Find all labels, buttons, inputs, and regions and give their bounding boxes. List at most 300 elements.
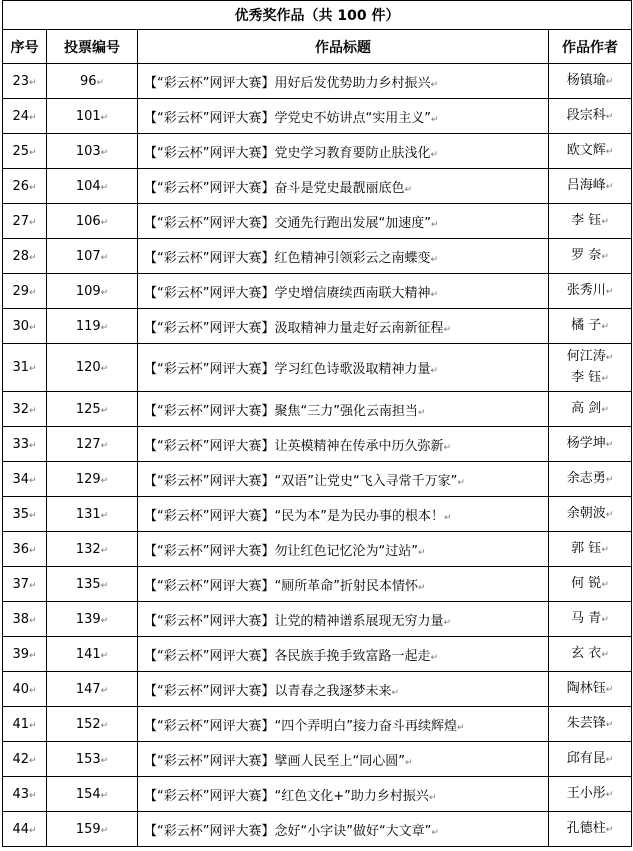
paragraph-mark-icon: ↵ [605, 352, 614, 363]
cell-seq-text: 27 [12, 213, 29, 229]
cell-seq-text: 23 [12, 73, 29, 89]
paragraph-mark-icon: ↵ [100, 147, 109, 158]
author-name-text: 陶林钰 [566, 680, 606, 696]
paragraph-mark-icon: ↵ [29, 217, 37, 228]
paragraph-mark-icon: ↵ [100, 790, 109, 801]
paragraph-mark-icon: ↵ [29, 147, 37, 158]
paragraph-mark-icon: ↵ [601, 216, 609, 227]
author-name [549, 714, 631, 735]
cell-seq [3, 64, 47, 99]
author-name-text: 张秀川 [566, 282, 606, 298]
cell-work-title-text: 【“彩云杯”网评大赛】让英模精神在传承中历久弥新 [144, 438, 444, 454]
table-row [3, 532, 632, 567]
cell-work-title-text: 【“彩云杯”网评大赛】勿让红色记忆沦为“过站” [144, 543, 418, 559]
cell-vote-number-text: 147 [75, 681, 101, 697]
author-name [549, 316, 631, 337]
cell-author [549, 99, 632, 134]
header-seq: 序号 [3, 30, 47, 64]
author-name-text: 何江涛 [566, 348, 606, 364]
paragraph-mark-icon: ↵ [29, 685, 37, 696]
paragraph-mark-icon: ↵ [605, 719, 614, 730]
cell-seq-text: 26 [12, 178, 29, 194]
cell-vote-number-text: 107 [75, 248, 101, 264]
paragraph-mark-icon: ↵ [29, 580, 37, 591]
table-row [3, 309, 632, 344]
paragraph-mark-icon: ↵ [100, 720, 109, 731]
paragraph-mark-icon: ↵ [456, 722, 465, 733]
cell-work-title-text: 【“彩云杯”网评大赛】红色精神引领彩云之南蝶变 [144, 250, 431, 266]
cell-vote-number [47, 239, 138, 274]
cell-seq [3, 532, 47, 567]
cell-seq-text: 37 [12, 576, 29, 592]
cell-seq-text: 39 [12, 646, 29, 662]
cell-seq-text: 35 [12, 506, 29, 522]
author-name [549, 368, 631, 389]
author-name [549, 574, 631, 595]
paragraph-mark-icon: ↵ [100, 580, 109, 591]
cell-vote-number [47, 169, 138, 204]
header-vote-number: 投票编号 [47, 30, 138, 64]
cell-seq [3, 637, 47, 672]
cell-work-title [138, 497, 549, 532]
paragraph-mark-icon: ↵ [100, 322, 109, 333]
table-row [3, 392, 632, 427]
author-name [549, 749, 631, 770]
author-name-text: 孔德柱 [566, 820, 606, 836]
cell-seq [3, 274, 47, 309]
paragraph-mark-icon: ↵ [100, 755, 109, 766]
table-row [3, 707, 632, 742]
cell-work-title-text: 【“彩云杯”网评大赛】学党史不妨讲点“实用主义” [144, 110, 431, 126]
author-name [549, 399, 631, 420]
author-name [549, 347, 631, 368]
paragraph-mark-icon: ↵ [601, 649, 609, 660]
cell-vote-number-text: 153 [75, 751, 101, 767]
cell-work-title [138, 812, 549, 847]
table-row [3, 274, 632, 309]
paragraph-mark-icon: ↵ [100, 475, 109, 486]
paragraph-mark-icon: ↵ [100, 405, 109, 416]
cell-vote-number-text: 119 [75, 318, 101, 334]
cell-vote-number-text: 152 [75, 716, 101, 732]
author-name-text: 李 钰 [571, 369, 602, 385]
table-row [3, 742, 632, 777]
cell-seq [3, 602, 47, 637]
cell-author [549, 462, 632, 497]
cell-vote-number [47, 204, 138, 239]
cell-seq-text: 29 [12, 283, 29, 299]
cell-vote-number [47, 777, 138, 812]
paragraph-mark-icon: ↵ [100, 252, 109, 263]
author-name-text: 何 锐 [571, 575, 602, 591]
paragraph-mark-icon: ↵ [29, 182, 37, 193]
author-name-text: 橘 子 [571, 317, 602, 333]
paragraph-mark-icon: ↵ [96, 77, 105, 88]
paragraph-mark-icon: ↵ [100, 440, 109, 451]
cell-vote-number-text: 154 [75, 786, 101, 802]
cell-author [549, 497, 632, 532]
author-name-text: 马 青 [571, 610, 602, 626]
cell-work-title [138, 427, 549, 462]
paragraph-mark-icon: ↵ [100, 825, 109, 836]
author-name [549, 281, 631, 302]
cell-seq-text: 34 [12, 471, 29, 487]
table-title: 优秀奖作品（共 100 件） [3, 1, 632, 30]
paragraph-mark-icon: ↵ [100, 364, 109, 374]
author-name-text: 郭 钰 [571, 540, 602, 556]
author-name-text: 杨学坤 [566, 435, 606, 451]
cell-seq [3, 777, 47, 812]
cell-vote-number [47, 134, 138, 169]
cell-work-title [138, 742, 549, 777]
cell-author [549, 239, 632, 274]
author-name-text: 余朝波 [566, 505, 606, 521]
cell-author [549, 777, 632, 812]
table-row [3, 239, 632, 274]
cell-work-title [138, 239, 549, 274]
cell-vote-number [47, 532, 138, 567]
paragraph-mark-icon: ↵ [443, 512, 452, 523]
paragraph-mark-icon: ↵ [601, 373, 609, 384]
cell-work-title-text: 【“彩云杯”网评大赛】以青春之我逐梦未来 [144, 683, 392, 699]
author-name-text: 欧文辉 [566, 142, 606, 158]
paragraph-mark-icon: ↵ [404, 757, 413, 768]
paragraph-mark-icon: ↵ [605, 754, 614, 765]
cell-vote-number-text: 109 [75, 283, 101, 299]
cell-work-title [138, 309, 549, 344]
author-name-text: 杨镇瑜 [566, 72, 606, 88]
author-name [549, 609, 631, 630]
cell-seq-text: 31 [12, 360, 29, 375]
paragraph-mark-icon: ↵ [601, 251, 609, 262]
cell-author [549, 392, 632, 427]
table-row [3, 204, 632, 239]
cell-author [549, 637, 632, 672]
paragraph-mark-icon: ↵ [605, 509, 614, 520]
cell-seq-text: 33 [12, 436, 29, 452]
paragraph-mark-icon: ↵ [29, 287, 37, 298]
paragraph-mark-icon: ↵ [29, 825, 37, 836]
paragraph-mark-icon: ↵ [605, 111, 614, 122]
paragraph-mark-icon: ↵ [605, 474, 614, 485]
paragraph-mark-icon: ↵ [457, 477, 465, 488]
author-name-text: 段宗科 [566, 107, 606, 123]
cell-work-title [138, 64, 549, 99]
cell-work-title-text: 【“彩云杯”网评大赛】奋斗是党史最靓丽底色 [144, 180, 405, 196]
cell-seq [3, 344, 47, 392]
paragraph-mark-icon: ↵ [29, 650, 37, 661]
paragraph-mark-icon: ↵ [29, 322, 37, 333]
paragraph-mark-icon: ↵ [100, 287, 109, 298]
paragraph-mark-icon: ↵ [29, 364, 37, 374]
table-header-row [3, 30, 632, 64]
cell-vote-number-text: 139 [75, 611, 101, 627]
cell-seq-text: 30 [12, 318, 29, 334]
cell-seq-text: 28 [12, 248, 29, 264]
author-name [549, 469, 631, 490]
cell-work-title-text: 【“彩云杯”网评大赛】聚焦“三力”强化云南担当 [144, 403, 418, 419]
table-title-row [3, 1, 632, 30]
cell-vote-number-text: 125 [75, 401, 101, 417]
cell-work-title-text: 【“彩云杯”网评大赛】让党的精神谱系展现无穷力量 [144, 613, 444, 629]
cell-vote-number-text: 129 [75, 471, 101, 487]
author-name [549, 141, 631, 162]
paragraph-mark-icon: ↵ [601, 404, 609, 415]
paragraph-mark-icon: ↵ [100, 112, 109, 123]
paragraph-mark-icon: ↵ [29, 475, 37, 486]
cell-seq [3, 672, 47, 707]
cell-author [549, 204, 632, 239]
author-name-text: 余志勇 [566, 470, 606, 486]
paragraph-mark-icon: ↵ [100, 615, 109, 626]
cell-work-title [138, 274, 549, 309]
cell-vote-number-text: 135 [75, 576, 101, 592]
paragraph-mark-icon: ↵ [29, 440, 37, 451]
paragraph-mark-icon: ↵ [430, 149, 439, 160]
table-row [3, 672, 632, 707]
cell-work-title [138, 344, 549, 392]
cell-seq-text: 25 [12, 143, 29, 159]
author-name-text: 邱有昆 [566, 750, 606, 766]
paragraph-mark-icon: ↵ [605, 76, 614, 87]
paragraph-mark-icon: ↵ [417, 582, 426, 593]
paragraph-mark-icon: ↵ [605, 439, 614, 450]
cell-seq [3, 99, 47, 134]
paragraph-mark-icon: ↵ [29, 252, 37, 263]
paragraph-mark-icon: ↵ [29, 77, 37, 88]
header-work-title: 作品标题 [138, 30, 549, 64]
paragraph-mark-icon: ↵ [601, 614, 609, 625]
author-name [549, 784, 631, 805]
cell-seq [3, 497, 47, 532]
cell-seq [3, 309, 47, 344]
cell-seq [3, 239, 47, 274]
cell-seq [3, 707, 47, 742]
cell-author [549, 742, 632, 777]
cell-author [549, 707, 632, 742]
paragraph-mark-icon: ↵ [430, 289, 439, 300]
table-row [3, 64, 632, 99]
author-name-text: 高 剑 [571, 400, 602, 416]
cell-vote-number-text: 132 [75, 541, 101, 557]
paragraph-mark-icon: ↵ [100, 217, 109, 228]
table-row [3, 99, 632, 134]
cell-seq-text: 41 [12, 716, 29, 732]
paragraph-mark-icon: ↵ [29, 510, 37, 521]
cell-vote-number [47, 309, 138, 344]
author-name-text: 朱芸锋 [566, 715, 606, 731]
cell-work-title [138, 462, 549, 497]
cell-vote-number-text: 141 [75, 646, 101, 662]
table-row [3, 812, 632, 847]
cell-vote-number [47, 707, 138, 742]
paragraph-mark-icon: ↵ [417, 547, 426, 558]
paragraph-mark-icon: ↵ [605, 181, 614, 192]
cell-vote-number [47, 274, 138, 309]
cell-vote-number-text: 127 [75, 436, 101, 452]
cell-vote-number [47, 672, 138, 707]
paragraph-mark-icon: ↵ [430, 652, 439, 663]
author-name-text: 王小彤 [566, 785, 606, 801]
paragraph-mark-icon: ↵ [430, 366, 439, 376]
cell-work-title-text: 【“彩云杯”网评大赛】“四个弄明白”接力奋斗再续辉煌 [144, 718, 457, 734]
cell-seq-text: 42 [12, 751, 29, 767]
table-row [3, 427, 632, 462]
paragraph-mark-icon: ↵ [29, 405, 37, 416]
paragraph-mark-icon: ↵ [601, 579, 609, 590]
paragraph-mark-icon: ↵ [443, 324, 452, 335]
paragraph-mark-icon: ↵ [443, 442, 452, 453]
cell-work-title-text: 【“彩云杯”网评大赛】“民为本”是为民办事的根本！ [144, 508, 444, 524]
cell-vote-number-text: 159 [75, 821, 101, 837]
cell-vote-number [47, 344, 138, 392]
cell-author [549, 344, 632, 392]
paragraph-mark-icon: ↵ [601, 321, 609, 332]
paragraph-mark-icon: ↵ [100, 650, 109, 661]
cell-author [549, 134, 632, 169]
cell-seq [3, 134, 47, 169]
cell-author [549, 812, 632, 847]
paragraph-mark-icon: ↵ [430, 254, 439, 265]
author-name-text: 李 钰 [571, 212, 602, 228]
author-name [549, 539, 631, 560]
cell-author [549, 602, 632, 637]
cell-author [549, 672, 632, 707]
cell-vote-number [47, 567, 138, 602]
author-name-text: 吕海峰 [566, 177, 606, 193]
cell-author [549, 567, 632, 602]
cell-seq [3, 567, 47, 602]
author-name [549, 71, 631, 92]
cell-work-title [138, 134, 549, 169]
paragraph-mark-icon: ↵ [29, 112, 37, 123]
paragraph-mark-icon: ↵ [29, 720, 37, 731]
cell-vote-number [47, 602, 138, 637]
paragraph-mark-icon: ↵ [601, 544, 609, 555]
cell-work-title [138, 672, 549, 707]
table-row [3, 777, 632, 812]
cell-author [549, 427, 632, 462]
paragraph-mark-icon: ↵ [605, 286, 614, 297]
cell-vote-number-text: 120 [75, 360, 101, 375]
author-name [549, 434, 631, 455]
cell-vote-number [47, 99, 138, 134]
paragraph-mark-icon: ↵ [100, 182, 109, 193]
paragraph-mark-icon: ↵ [100, 510, 109, 521]
cell-vote-number [47, 64, 138, 99]
awards-table [2, 0, 632, 847]
author-name [549, 176, 631, 197]
author-name [549, 246, 631, 267]
cell-work-title [138, 204, 549, 239]
cell-work-title-text: 【“彩云杯”网评大赛】“厕所革命”折射民本情怀 [144, 578, 418, 594]
cell-seq-text: 43 [12, 786, 29, 802]
cell-vote-number-text: 103 [75, 143, 101, 159]
cell-work-title-text: 【“彩云杯”网评大赛】学习红色诗歌汲取精神力量 [144, 362, 431, 377]
cell-work-title [138, 777, 549, 812]
cell-seq-text: 44 [12, 821, 29, 837]
paragraph-mark-icon: ↵ [430, 79, 439, 90]
cell-work-title-text: 【“彩云杯”网评大赛】用好后发优势助力乡村振兴 [144, 75, 431, 91]
table-row [3, 637, 632, 672]
cell-work-title-text: 【“彩云杯”网评大赛】念好“小字诀”做好“大文章” [144, 823, 432, 839]
cell-work-title [138, 169, 549, 204]
author-name [549, 644, 631, 665]
cell-seq-text: 24 [12, 108, 29, 124]
cell-work-title-text: 【“彩云杯”网评大赛】各民族手挽手致富路一起走 [144, 648, 431, 664]
cell-work-title [138, 707, 549, 742]
paragraph-mark-icon: ↵ [431, 827, 439, 838]
paragraph-mark-icon: ↵ [100, 545, 109, 556]
paragraph-mark-icon: ↵ [605, 824, 614, 835]
paragraph-mark-icon: ↵ [605, 684, 614, 695]
cell-seq-text: 40 [12, 681, 29, 697]
paragraph-mark-icon: ↵ [430, 114, 439, 125]
cell-vote-number-text: 131 [75, 506, 101, 522]
cell-work-title-text: 【“彩云杯”网评大赛】“红色文化+”助力乡村振兴 [144, 788, 429, 804]
table-row [3, 462, 632, 497]
header-author: 作品作者 [549, 30, 632, 64]
paragraph-mark-icon: ↵ [29, 545, 37, 556]
cell-vote-number [47, 637, 138, 672]
paragraph-mark-icon: ↵ [605, 146, 614, 157]
paragraph-mark-icon: ↵ [404, 184, 413, 195]
paragraph-mark-icon: ↵ [29, 790, 37, 801]
cell-author [549, 309, 632, 344]
table-row [3, 497, 632, 532]
cell-work-title-text: 【“彩云杯”网评大赛】“双语”让党史“飞入寻常千万家” [144, 473, 458, 489]
cell-vote-number [47, 742, 138, 777]
paragraph-mark-icon: ↵ [428, 792, 437, 803]
cell-vote-number [47, 812, 138, 847]
cell-vote-number [47, 497, 138, 532]
cell-author [549, 532, 632, 567]
paragraph-mark-icon: ↵ [430, 219, 439, 230]
cell-author [549, 169, 632, 204]
paragraph-mark-icon: ↵ [391, 687, 400, 698]
table-row [3, 134, 632, 169]
author-name [549, 819, 631, 840]
cell-vote-number-text: 96 [79, 73, 97, 89]
cell-work-title [138, 602, 549, 637]
cell-seq-text: 38 [12, 611, 29, 627]
cell-work-title-text: 【“彩云杯”网评大赛】学史增信赓续西南联大精神 [144, 285, 431, 301]
paragraph-mark-icon: ↵ [100, 685, 109, 696]
paragraph-mark-icon: ↵ [443, 617, 452, 628]
cell-work-title [138, 637, 549, 672]
cell-work-title [138, 532, 549, 567]
table-row [3, 169, 632, 204]
cell-seq [3, 169, 47, 204]
cell-work-title-text: 【“彩云杯”网评大赛】汲取精神力量走好云南新征程 [144, 320, 444, 336]
cell-vote-number-text: 104 [75, 178, 101, 194]
cell-vote-number-text: 101 [75, 108, 101, 124]
cell-vote-number [47, 427, 138, 462]
cell-work-title-text: 【“彩云杯”网评大赛】党史学习教育要防止肤浅化 [144, 145, 431, 161]
cell-work-title [138, 567, 549, 602]
author-name-text: 玄 衣 [571, 645, 602, 661]
cell-vote-number-text: 106 [75, 213, 101, 229]
cell-work-title-text: 【“彩云杯”网评大赛】交通先行跑出发展“加速度” [144, 215, 431, 231]
cell-seq-text: 36 [12, 541, 29, 557]
author-name [549, 211, 631, 232]
cell-vote-number [47, 392, 138, 427]
paragraph-mark-icon: ↵ [29, 615, 37, 626]
table-row [3, 567, 632, 602]
cell-work-title [138, 392, 549, 427]
paragraph-mark-icon: ↵ [417, 407, 426, 418]
cell-seq [3, 427, 47, 462]
